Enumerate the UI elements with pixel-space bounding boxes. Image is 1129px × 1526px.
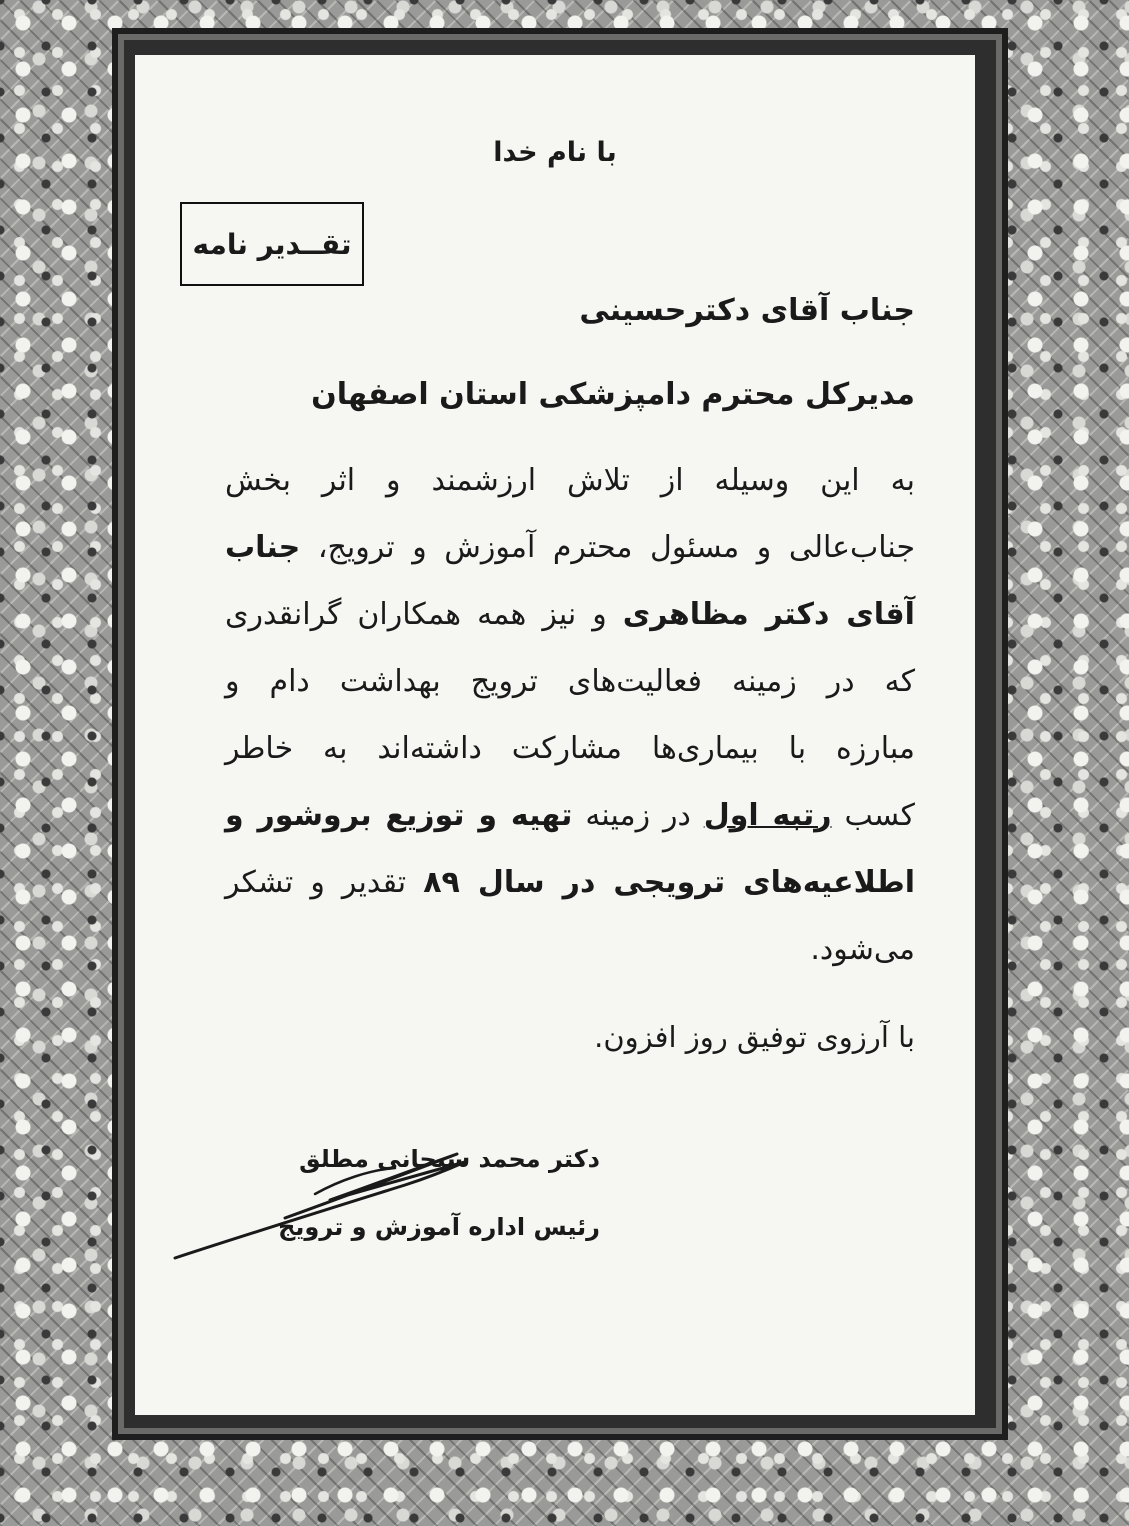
body-line-5: مبارزه با بیماری‌ها مشارکت داشته‌اند به خاطر — [225, 731, 915, 766]
body-text-bold-underlined: رتبه اول — [703, 798, 832, 833]
body-text: جناب‌عالی و مسئول محترم آموزش و ترویج، — [317, 530, 915, 565]
letter-title: تقــدیر نامه — [192, 227, 352, 261]
body-text: کسب — [844, 798, 915, 833]
body-text-bold: تهیه و توزیع بروشور و — [225, 798, 573, 833]
body-line-3 — [225, 581, 915, 648]
handwritten-signature — [165, 1140, 495, 1270]
body-line-4: که در زمینه فعالیت‌های ترویج بهداشت دام و — [225, 664, 915, 699]
body-text: و نیز همه همکاران گرانقدری — [225, 597, 607, 632]
letter-heading: با نام خدا — [493, 137, 617, 168]
letter-content — [135, 55, 975, 1415]
body-line-2 — [225, 514, 915, 581]
body-line-8: می‌شود. — [810, 932, 915, 967]
letter-paper — [135, 55, 975, 1415]
body-text-bold: اطلاعیه‌های ترویجی در سال ۸۹ — [423, 865, 915, 900]
letter-body — [225, 447, 915, 983]
body-line-1: به این وسیله از تلاش ارزشمند و اثر بخش — [225, 463, 915, 498]
body-text-bold: جناب — [225, 530, 301, 565]
body-text: در زمینه — [585, 798, 691, 833]
signatory-name: دکتر محمد سبحانی مطلق — [299, 1145, 600, 1173]
addressee-position: مدیرکل محترم دامپزشکی استان اصفهان — [311, 377, 915, 412]
body-text-bold: آقای دکتر مظاهری — [622, 597, 915, 632]
body-line-7 — [225, 849, 915, 916]
closing-line: با آرزوی توفیق روز افزون. — [594, 1020, 915, 1054]
signatory-title: رئیس اداره آموزش و ترویج — [278, 1213, 600, 1241]
title-box — [180, 202, 364, 286]
body-text: تقدیر و تشکر — [225, 865, 407, 900]
body-line-6 — [225, 782, 915, 849]
addressee-name: جناب آقای دکترحسینی — [579, 293, 915, 328]
